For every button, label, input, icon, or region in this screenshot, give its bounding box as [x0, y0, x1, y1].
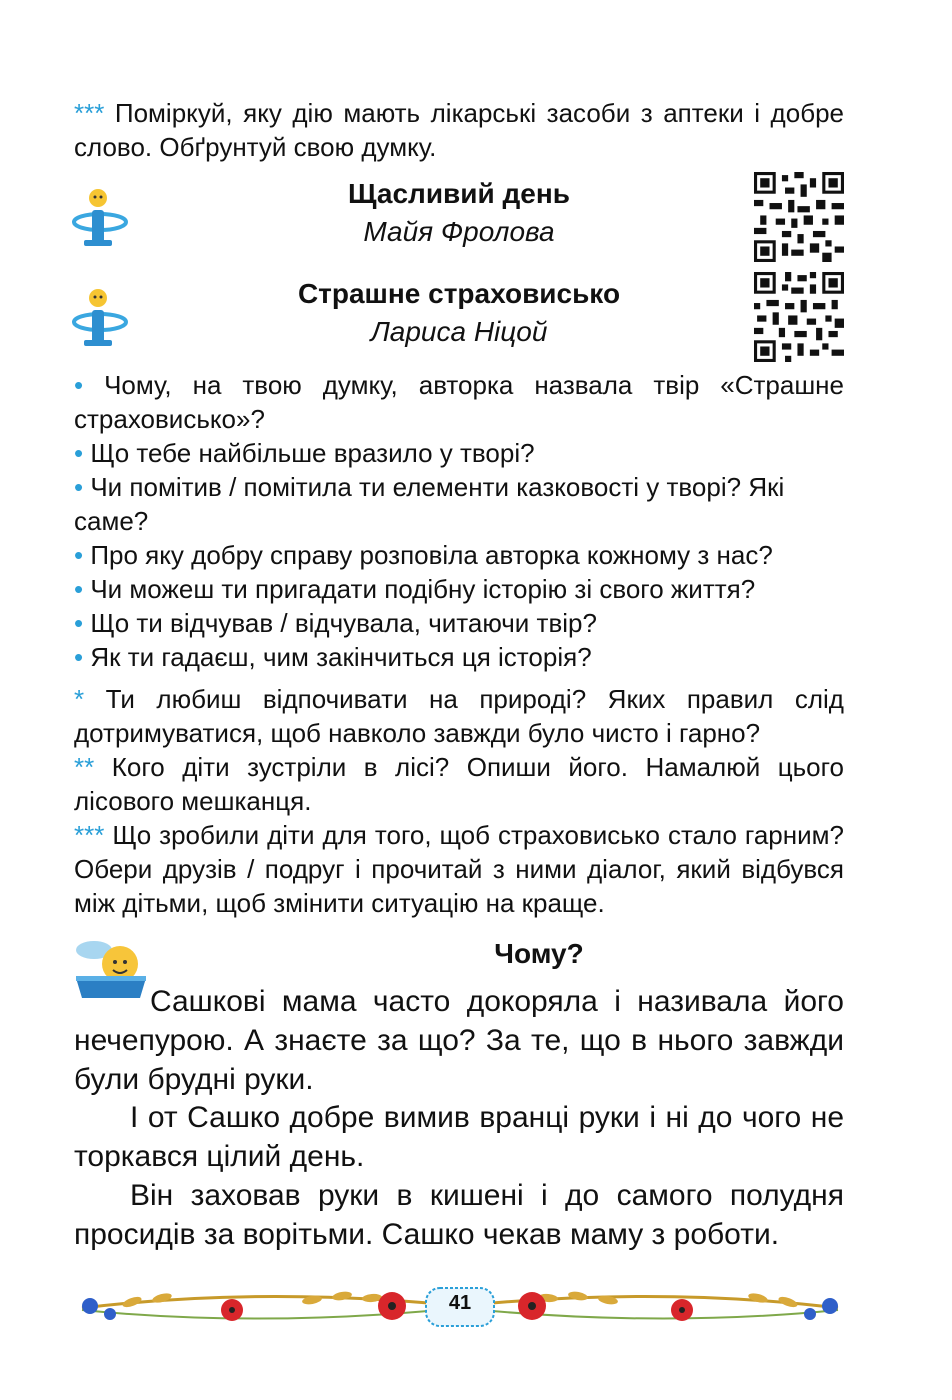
story-paragraph: Сашкові мама часто докоряла і називала його нечепурою. А знаєте за що? За те, що в нього завжди були брудні руки.: [74, 985, 844, 1096]
task-level-2: ** Кого діти зустріли в лісі? Опиши його. Намалюй цього лісового мешканця.: [74, 752, 845, 816]
qr-code-icon[interactable]: [754, 272, 844, 362]
qr-code-icon[interactable]: [754, 172, 844, 262]
difficulty-stars: ***: [74, 820, 105, 850]
work-title: Щасливий день: [348, 178, 570, 209]
list-item: • Чи помітив / помітила ти елементи казковості у творі? Які саме?: [74, 472, 785, 536]
intro-task: [74, 96, 844, 164]
difficulty-stars: *: [74, 684, 85, 714]
task-level-1: * Ти любиш відпочивати на природі? Яких правил слід дотримуватися, щоб навколо завжди було чисто і гарно?: [74, 684, 844, 748]
list-item: • Що тебе найбільше вразило у творі?: [74, 438, 535, 468]
task-level-3: *** Що зробили діти для того, щоб страховисько стало гарним? Обери друзів / подруг і прочитай з ними діалог, який відбувся між дітьми, щоб змінити ситуацію на краще.: [74, 820, 844, 918]
list-item: • Як ти гадаєш, чим закінчиться ця історія?: [74, 642, 592, 672]
list-item: • Про яку добру справу розповіла авторка кожному з нас?: [74, 540, 773, 570]
work-title: Страшне страховисько: [297, 278, 621, 309]
list-item: • Що ти відчував / відчувала, читаючи твір?: [74, 608, 597, 638]
list-item: • Чому, на твою думку, авторка назвала твір «Страшне страховисько»?: [74, 370, 844, 434]
work-author: Майя Фролова: [363, 216, 555, 247]
list-item: • Чи можеш ти пригадати подібну історію зі свого життя?: [74, 574, 756, 604]
story-paragraph: І от Сашко добре вимив вранці руки і ні до чого не торкався цілий день.: [74, 1101, 844, 1173]
story-paragraph: Він заховав руки в кишені і до самого полудня просидів за ворітьми. Сашко чекав маму з роботи.: [74, 1179, 844, 1251]
difficulty-stars: **: [74, 752, 95, 782]
intro-text: Поміркуй, яку дію мають лікарські засоби з аптеки і добре слово. Обґрунтуй свою думку.: [74, 98, 844, 162]
page-number: 41: [448, 1292, 472, 1314]
work-author: Лариса Ніцой: [370, 316, 548, 347]
difficulty-stars: ***: [74, 98, 105, 128]
story-title: Чому?: [494, 938, 584, 969]
